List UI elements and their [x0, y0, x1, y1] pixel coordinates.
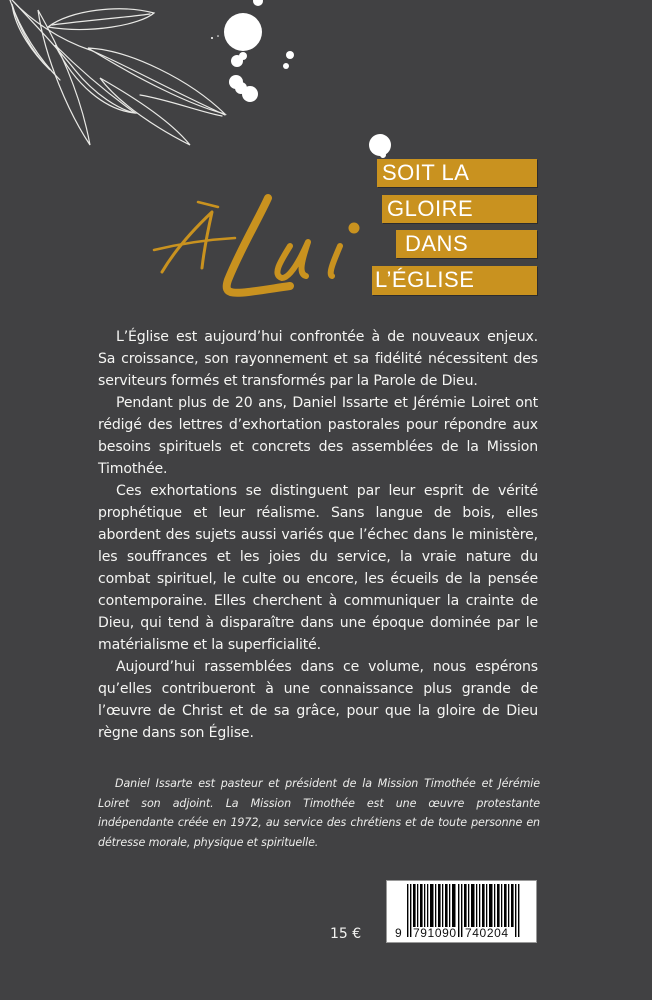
isbn-barcode: [386, 880, 537, 943]
blurb: [98, 326, 538, 744]
grave-accent-icon: [198, 202, 218, 207]
blurb-paragraph: L’Église est aujourd’hui confrontée à de nouveaux enjeux. Sa croissance, son rayonnement et sa fidélité nécessitent des serviteurs formés et transformés par la Parole de Dieu.: [98, 329, 538, 389]
subtitle-banner-3: [396, 230, 537, 258]
title-script: [140, 190, 380, 310]
subtitle-banner-4: [372, 266, 537, 295]
olive-branch-icon: [10, 0, 225, 145]
blurb-paragraph: Aujourd’hui rassemblées dans ce volume, nous espérons qu’elles contribueront à une connaissance plus grande de l’œuvre de Christ et de sa grâce, pour que la gloire de Dieu règne dans son Église.: [98, 659, 538, 741]
title-letter-i: [331, 246, 340, 276]
banner-label: GLOIRE: [387, 196, 474, 221]
authors-note: [98, 774, 540, 852]
subtitle-banner-1: [377, 159, 537, 187]
banner-label: L’ÉGLISE: [375, 267, 475, 292]
barcode-bars-icon: [387, 881, 538, 944]
i-dot-icon: [349, 223, 360, 234]
title-letter-u: [277, 242, 308, 278]
banner-label: DANS: [405, 231, 469, 256]
barcode-digit-lead: 9: [395, 926, 403, 940]
ink-splatter-icon: [211, 0, 391, 158]
blurb-paragraph: Pendant plus de 20 ans, Daniel Issarte et Jérémie Loiret ont rédigé des lettres d’exhortation pastorales pour répondre aux besoins spirituels et concrets des assemblées de la Mission Timothée.: [98, 395, 538, 477]
blurb-paragraph: Ces exhortations se distinguent par leur esprit de vérité prophétique et leur réalisme. Sans langue de bois, elles abordent des sujets aussi variés que l’échec dans le ministère, les souffrances et les joies du service, la vraie nature du combat spirituel, le culte ou encore, les écueils de la pensée contemporaine. Elles cherchent à communiquer la crainte de Dieu, qui tend à disparaître dans une époque dominée par le matérialisme et la superficialité.: [98, 483, 538, 653]
barcode-digits-right: 740204: [465, 926, 509, 940]
subtitle-banner-2: [382, 195, 537, 223]
barcode-digits-left: 791090: [413, 926, 457, 940]
banner-label: SOIT LA: [382, 160, 470, 185]
price-label: 15 €: [330, 926, 362, 942]
authors-note-text: Daniel Issarte est pasteur et président de la Mission Timothée et Jérémie Loiret son adjoint. La Mission Timothée est une œuvre protestante indépendante créée en 1972, au service des chrétiens et de toute personne en détresse morale, physique et spirituelle.: [98, 777, 540, 849]
